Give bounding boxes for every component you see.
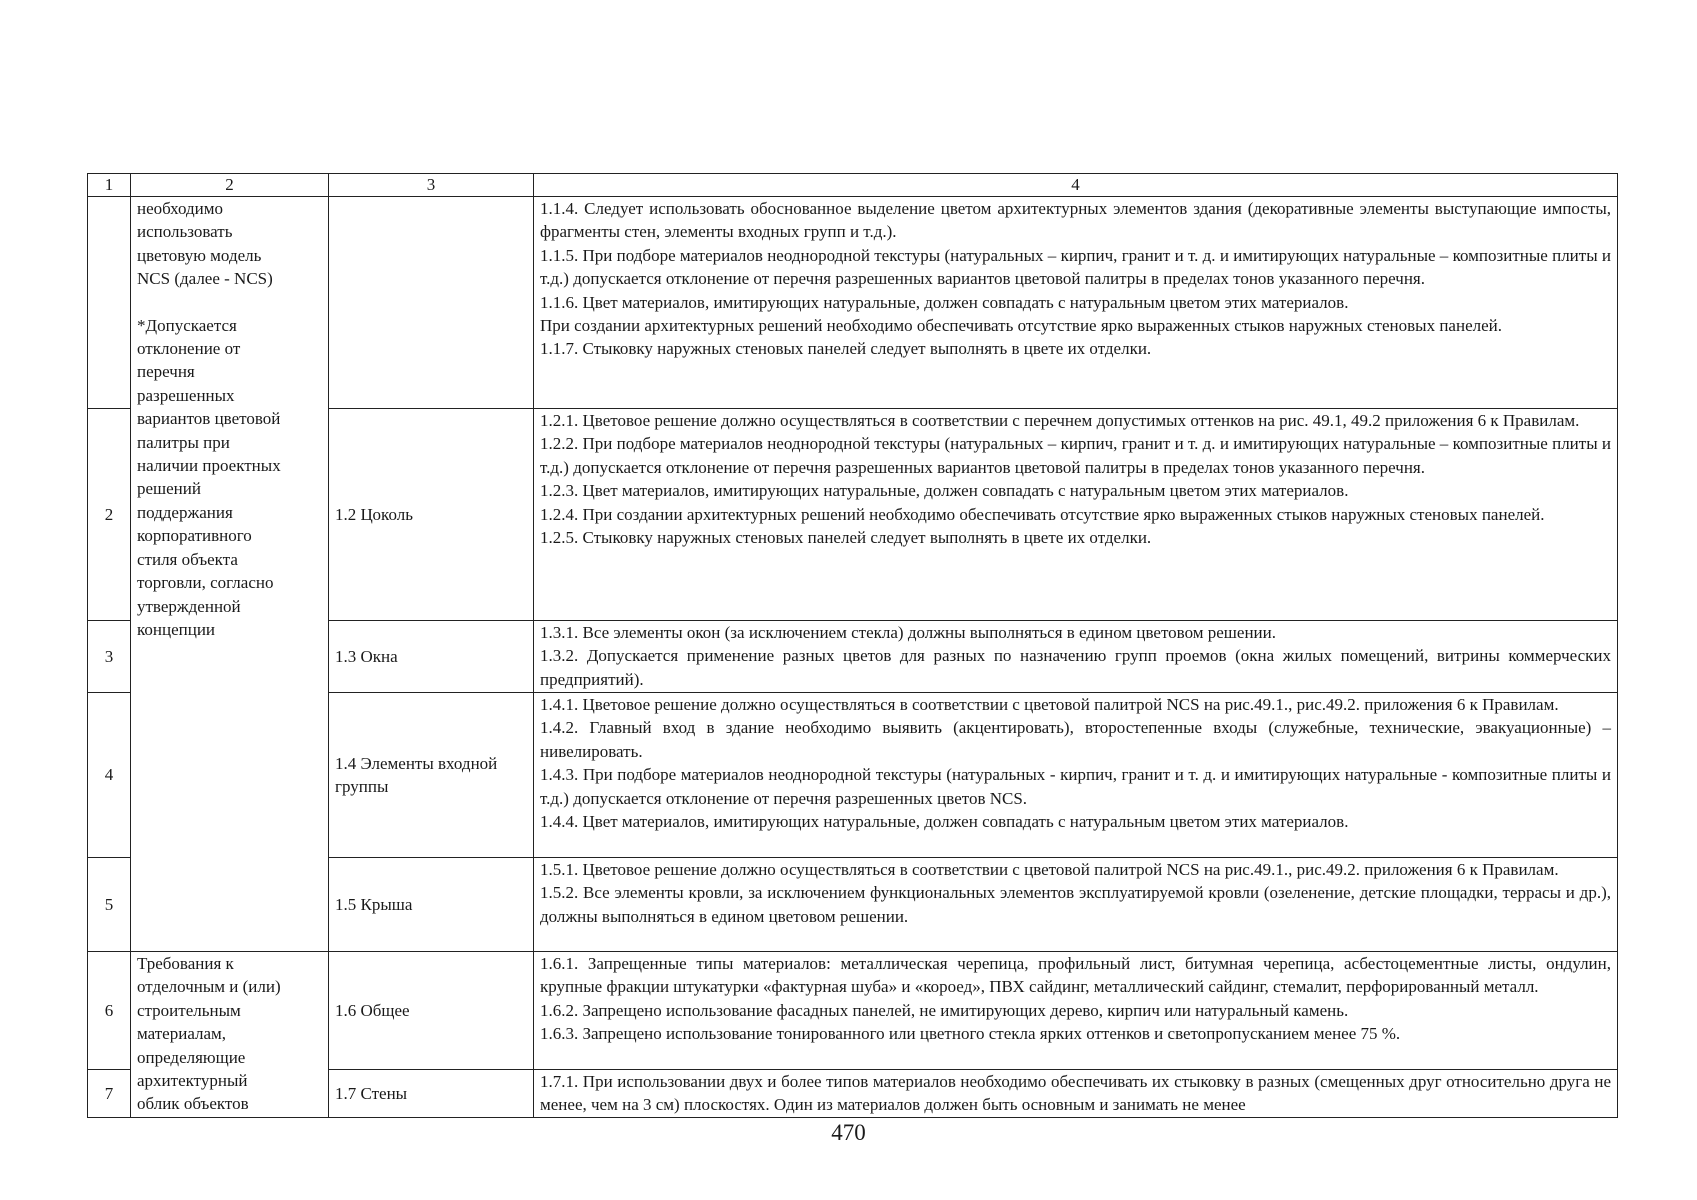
- category-line: цветовую модель: [137, 245, 262, 265]
- paragraph: 1.3.2. Допускается применение разных цветов для разных по назначению групп проемов (окна жилых помещений, витрины коммерческих предприятий).: [540, 646, 1611, 689]
- category-line: перечня: [137, 362, 195, 382]
- paragraph: 1.4.2. Главный вход в здание необходимо выявить (акцентировать), второстепенные входы (служебные, технические, эвакуационные) – нивелировать.: [540, 718, 1611, 761]
- requirements-table: [87, 173, 1618, 1118]
- paragraph: 1.2.5. Стыковку наружных стеновых панелей следует выполнять в цвете их отделки.: [540, 528, 1152, 548]
- paragraph: 1.2.1. Цветовое решение должно осуществляться в соответствии с перечнем допустимых оттенков на рис. 49.1, 49.2 приложения 6 к Правилам.: [540, 411, 1580, 430]
- paragraph: 1.6.2. Запрещено использование фасадных панелей, не имитирующих дерево, кирпич или натуральный камень.: [540, 1000, 1349, 1020]
- paragraph: 1.2.4. При создании архитектурных решений необходимо обеспечивать отсутствие ярко выраженных стыков наружных стеновых панелей.: [540, 504, 1545, 524]
- category-line: поддержания: [137, 502, 233, 522]
- section-cell: 1.7 Стены: [329, 1070, 534, 1118]
- category-line: облик объектов: [137, 1094, 249, 1114]
- paragraph: 1.1.6. Цвет материалов, имитирующих натуральные, должен совпадать с натуральным цветом этих материалов.: [540, 292, 1349, 312]
- row-number: 3: [88, 621, 131, 693]
- section-cell: 1.3 Окна: [329, 621, 534, 693]
- page-number: 470: [831, 1120, 866, 1145]
- paragraph: 1.4.1. Цветовое решение должно осуществляться в соответствии с цветовой палитрой NCS на рис.49.1., рис.49.2. приложения 6 к Правилам.: [540, 695, 1559, 714]
- table-row: [88, 197, 1618, 409]
- description-cell: [534, 409, 1618, 621]
- category-line: отделочным и (или): [137, 977, 281, 997]
- header-col-4: 4: [534, 174, 1618, 197]
- description-cell: [534, 858, 1618, 952]
- category-line: решений: [137, 479, 201, 499]
- section-cell: 1.6 Общее: [329, 952, 534, 1070]
- paragraph: При создании архитектурных решений необходимо обеспечивать отсутствие ярко выраженных стыков наружных стеновых панелей.: [540, 316, 1502, 336]
- paragraph: 1.2.3. Цвет материалов, имитирующих натуральные, должен совпадать с натуральным цветом этих материалов.: [540, 481, 1349, 501]
- paragraph: 1.1.5. При подборе материалов неоднородной текстуры (натуральных – кирпич, гранит и т. д. и имитирующих натуральные – композитные плиты и т.д.) допускается отклонение от перечня разрешенных вариантов цветовой палитры в пределах тонов указанного перечня.: [540, 245, 1611, 289]
- paragraph: 1.4.4. Цвет материалов, имитирующих натуральные, должен совпадать с натуральным цветом этих материалов.: [540, 812, 1349, 832]
- table-header-row: [88, 174, 1618, 197]
- description-cell: [534, 693, 1618, 858]
- description-cell: [534, 621, 1618, 693]
- paragraph: 1.2.2. При подборе материалов неоднородной текстуры (натуральных – кирпич, гранит и т. д. и имитирующих натуральные – композитные плиты и т.д.) допускается отклонение от перечня разрешенных вариантов цветовой палитры в пределах тонов указанного перечня.: [540, 434, 1611, 477]
- description-cell: [534, 197, 1618, 409]
- category-line: наличии проектных: [137, 456, 281, 476]
- paragraph: 1.5.2. Все элементы кровли, за исключением функциональных элементов эксплуатируемой кровли (озеленение, детские площадки, террасы и др.), должны выполняться в едином цветовом решении.: [540, 883, 1611, 926]
- paragraph: 1.3.1. Все элементы окон (за исключением стекла) должны выполняться в едином цветовом решении.: [540, 623, 1276, 642]
- paragraph: 1.6.1. Запрещенные типы материалов: металлическая черепица, профильный лист, битумная черепица, асбестоцементные листы, ондулин, крупные фракции штукатурки «фактурная шуба» и «короед», ПВХ сайдинг, металлический сайдинг, стемалит, перфорированный металл.: [540, 954, 1611, 997]
- category-cell-color: [131, 197, 329, 952]
- section-cell: [329, 197, 534, 409]
- category-line: необходимо: [137, 199, 224, 218]
- description-cell: [534, 1070, 1618, 1118]
- category-line: *Допускается: [137, 315, 237, 335]
- category-line: архитектурный: [137, 1071, 248, 1091]
- category-line: NCS (далее - NCS): [137, 269, 273, 289]
- paragraph: 1.1.7. Стыковку наружных стеновых панелей следует выполнять в цвете их отделки.: [540, 339, 1152, 359]
- paragraph: 1.6.3. Запрещено использование тонированного или цветного стекла ярких оттенков и светопропусканием менее 75 %.: [540, 1024, 1401, 1044]
- row-number: [88, 197, 131, 409]
- paragraph: 1.4.3. При подборе материалов неоднородной текстуры (натуральных - кирпич, гранит и т. д. и имитирующих натуральные - композитные плиты и т.д.) допускается отклонение от перечня разрешенных цветов NCS.: [540, 765, 1611, 808]
- row-number: 4: [88, 693, 131, 858]
- section-cell: 1.5 Крыша: [329, 858, 534, 952]
- header-col-3: 3: [329, 174, 534, 197]
- paragraph: 1.5.1. Цветовое решение должно осуществляться в соответствии с цветовой палитрой NCS на рис.49.1., рис.49.2. приложения 6 к Правилам.: [540, 860, 1559, 879]
- category-line: торговли, согласно: [137, 573, 274, 593]
- category-line: отклонение от: [137, 339, 241, 359]
- paragraph: 1.1.4. Следует использовать обоснованное выделение цветом архитектурных элементов здания (декоративные элементы выступающие импосты, фрагменты стен, элементы входных групп и т.д.).: [540, 199, 1611, 242]
- category-line: определяющие: [137, 1047, 246, 1067]
- header-col-2: 2: [131, 174, 329, 197]
- spacer: [137, 291, 322, 314]
- category-line: Требования к: [137, 954, 234, 973]
- paragraph: 1.7.1. При использовании двух и более типов материалов необходимо обеспечивать их стыковку в разных (смещенных друг относительно друга не менее, чем на 3 см) плоскостях. Один из материалов должен быть основным и занимать не менее: [540, 1072, 1611, 1115]
- category-line: корпоративного: [137, 526, 252, 546]
- row-number: 7: [88, 1070, 131, 1118]
- category-line: вариантов цветовой: [137, 409, 281, 429]
- category-line: разрешенных: [137, 385, 235, 405]
- row-number: 5: [88, 858, 131, 952]
- table-row: [88, 952, 1618, 1070]
- category-line: концепции: [137, 619, 216, 639]
- row-number: 2: [88, 409, 131, 621]
- category-line: палитры при: [137, 432, 230, 452]
- category-line: строительным: [137, 1000, 241, 1020]
- category-line: использовать: [137, 222, 233, 242]
- header-col-1: 1: [88, 174, 131, 197]
- section-cell: 1.4 Элементы входной группы: [329, 693, 534, 858]
- category-cell-materials: [131, 952, 329, 1118]
- section-cell: 1.2 Цоколь: [329, 409, 534, 621]
- category-line: стиля объекта: [137, 549, 238, 569]
- description-cell: [534, 952, 1618, 1070]
- category-line: материалам,: [137, 1024, 227, 1044]
- category-line: утвержденной: [137, 596, 241, 616]
- row-number: 6: [88, 952, 131, 1070]
